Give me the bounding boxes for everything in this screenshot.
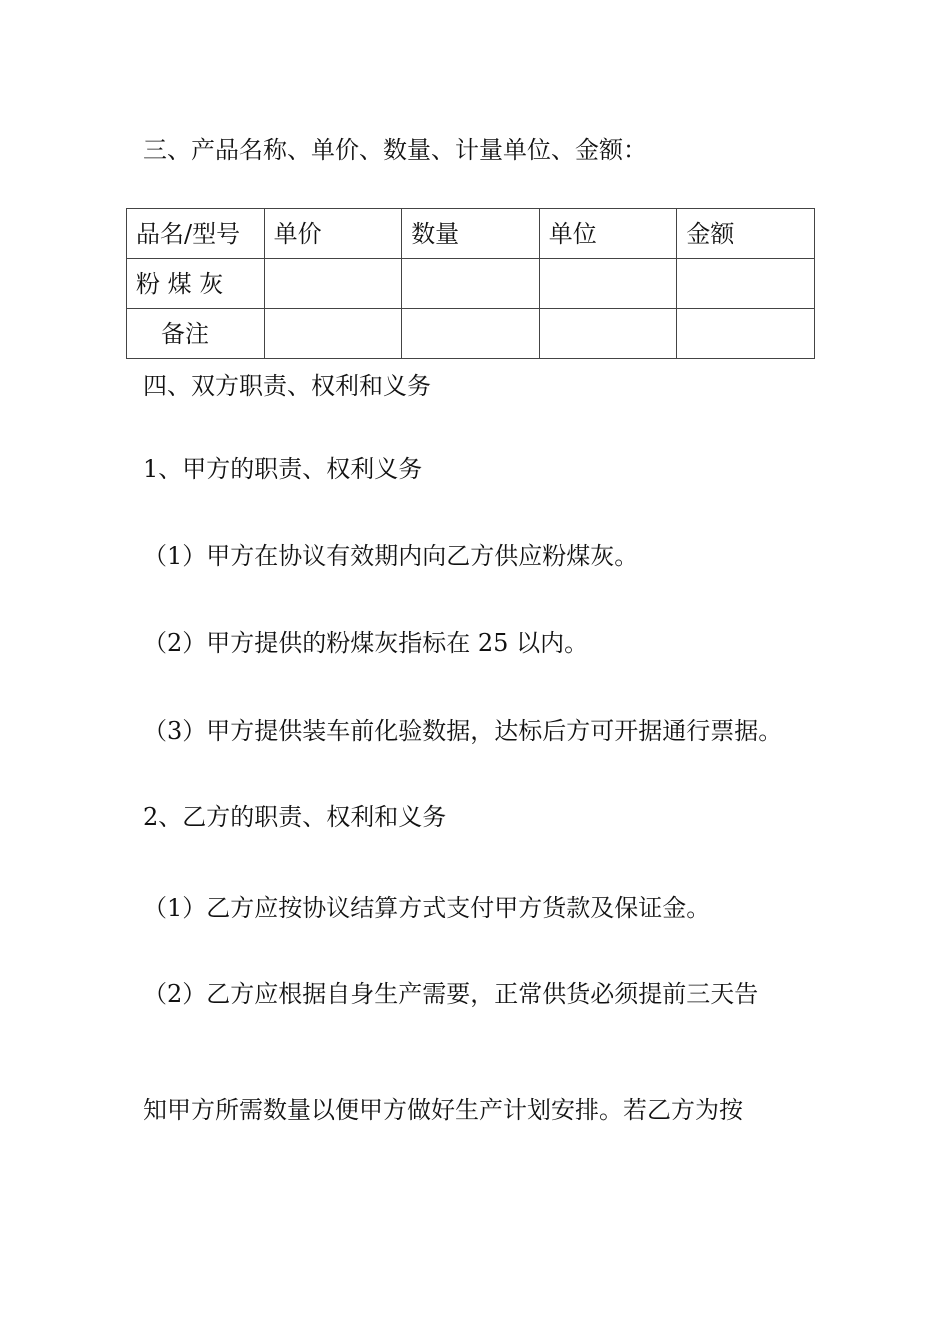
section-4-heading: 四、双方职责、权利和义务 — [143, 372, 431, 400]
table-row — [127, 259, 815, 309]
party-a-item-2: （2）甲方提供的粉煤灰指标在 25 以内。 — [143, 629, 589, 657]
cell-product-name: 粉 煤 灰 — [127, 259, 265, 309]
section-3-heading: 三、产品名称、单价、数量、计量单位、金额： — [143, 136, 647, 164]
header-unit-price: 单价 — [264, 209, 402, 259]
cell-quantity — [402, 259, 540, 309]
party-b-item-2: （2）乙方应根据自身生产需要，正常供货必须提前三天告 — [143, 980, 759, 1008]
table-header-row — [127, 209, 815, 259]
cell-remarks-label: 备注 — [127, 309, 265, 359]
header-product-model: 品名/型号 — [127, 209, 265, 259]
party-a-heading: 1、甲方的职责、权利义务 — [143, 455, 423, 483]
table-row — [127, 309, 815, 359]
party-b-item-2-continuation: 知甲方所需数量以便甲方做好生产计划安排。若乙方为按 — [143, 1096, 743, 1124]
cell-unit — [539, 259, 677, 309]
cell-remarks — [539, 309, 677, 359]
party-b-heading: 2、乙方的职责、权利和义务 — [143, 803, 447, 831]
cell-remarks — [677, 309, 815, 359]
header-unit: 单位 — [539, 209, 677, 259]
party-a-item-3: （3）甲方提供装车前化验数据，达标后方可开据通行票据。 — [143, 717, 783, 745]
cell-remarks — [402, 309, 540, 359]
cell-unit-price — [264, 259, 402, 309]
party-a-item-1: （1）甲方在协议有效期内向乙方供应粉煤灰。 — [143, 542, 639, 570]
cell-remarks — [264, 309, 402, 359]
product-table — [126, 208, 815, 359]
cell-amount — [677, 259, 815, 309]
party-b-item-1: （1）乙方应按协议结算方式支付甲方货款及保证金。 — [143, 894, 711, 922]
header-quantity: 数量 — [402, 209, 540, 259]
header-amount: 金额 — [677, 209, 815, 259]
